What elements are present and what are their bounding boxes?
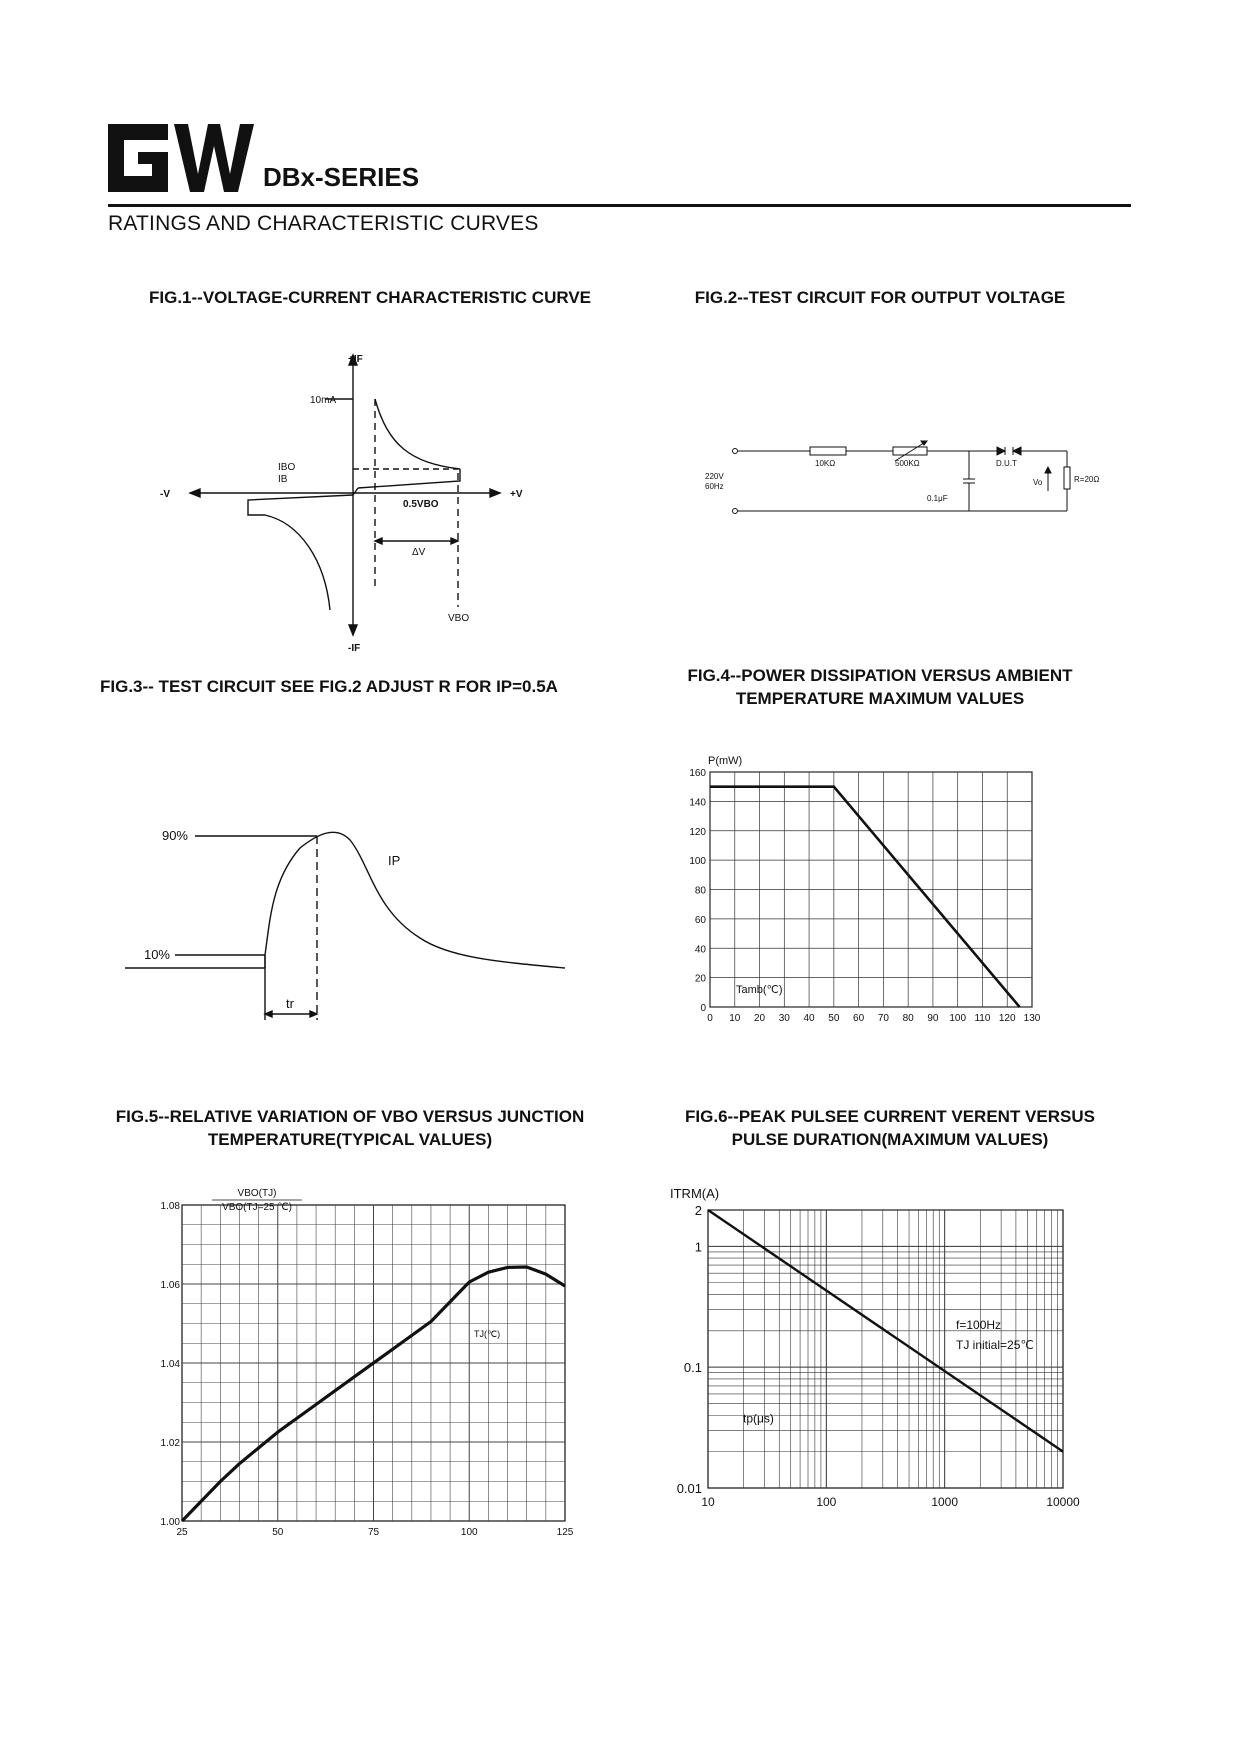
- y-axis-label: P(mW): [708, 755, 743, 767]
- y-tick-label: 0: [700, 1003, 706, 1014]
- x-tick-label: 90: [927, 1013, 939, 1024]
- x-tick-label: 10: [701, 1495, 715, 1509]
- y-tick-label: 60: [694, 914, 706, 926]
- fig3-10pct: 10%: [143, 947, 170, 962]
- fig5-title: [90, 1105, 610, 1151]
- fig1-vi-curve: [160, 345, 550, 655]
- fig5-title-line2: TEMPERATURE(TYPICAL VALUES): [207, 1130, 493, 1149]
- y-tick-label: 1.02: [160, 1438, 180, 1449]
- y-tick-label: 100: [689, 856, 706, 868]
- x-tick-label: 50: [272, 1527, 284, 1538]
- fig6-title-line2: PULSE DURATION(MAXIMUM VALUES): [731, 1130, 1049, 1149]
- y-tick-label: 0.1: [683, 1360, 702, 1376]
- fig2-vo: Vo: [1033, 478, 1043, 487]
- fig1-ib: IB: [278, 474, 288, 485]
- fig4-title: [650, 664, 1110, 710]
- x-tick-label: 30: [778, 1013, 790, 1024]
- x-tick-label: 40: [803, 1013, 815, 1024]
- fig2-cap: 0.1μF: [927, 494, 948, 503]
- fig2-source-220v: 220V: [705, 472, 724, 481]
- fig2-dut: D.U.T: [996, 459, 1017, 468]
- y-tick-label: 1: [694, 1239, 702, 1255]
- header-rule: [108, 204, 1131, 207]
- page-subtitle: RATINGS AND CHARACTERISTIC CURVES: [108, 212, 539, 235]
- y-tick-label: 1.00: [160, 1517, 180, 1528]
- fig3-pulse: [120, 810, 570, 1035]
- y-tick-label: 1.04: [160, 1359, 180, 1370]
- x-tick-label: 70: [877, 1013, 889, 1024]
- x-tick-label: 110: [974, 1013, 991, 1024]
- fig1-ibo: IBO: [278, 462, 296, 473]
- fig5-title-line1: FIG.5--RELATIVE VARIATION OF VBO VERSUS JUNCTION: [115, 1107, 585, 1126]
- fig4-title-line1: FIG.4--POWER DISSIPATION VERSUS AMBIENT: [687, 666, 1073, 685]
- x-tick-label: 10000: [1046, 1495, 1080, 1509]
- y-tick-label: 1.06: [160, 1280, 180, 1291]
- x-tick-label: 125: [556, 1527, 574, 1538]
- y-axis-label: ITRM(A): [670, 1186, 720, 1201]
- y-tick-label: 1.08: [160, 1201, 180, 1212]
- fig1-title: FIG.1--VOLTAGE-CURRENT CHARACTERISTIC CURVE: [149, 288, 591, 307]
- fig2-source-60hz: 60Hz: [705, 482, 724, 491]
- x-tick-label: 100: [816, 1495, 837, 1509]
- fig3-tr: tr: [286, 996, 294, 1011]
- fig1-minus-if: -IF: [348, 643, 361, 654]
- fig5-chart: [160, 1185, 630, 1538]
- fig6-chart: [670, 1180, 1120, 1520]
- x-tick-label: 25: [176, 1527, 188, 1538]
- y-tick-label: 140: [689, 797, 706, 809]
- x-tick-label: 50: [828, 1013, 840, 1024]
- fig1-minus-v: -V: [160, 489, 170, 500]
- y-tick-label: 40: [694, 944, 706, 956]
- fig4-chart: [680, 750, 1100, 1040]
- fig1-vbo: VBO: [448, 613, 470, 624]
- fig4-title-line2: TEMPERATURE MAXIMUM VALUES: [735, 689, 1025, 708]
- x-axis-label: tp(μs): [743, 1411, 774, 1426]
- x-tick-label: 130: [1023, 1013, 1041, 1024]
- fig1-delta-v: ΔV: [412, 547, 426, 558]
- y-tick-label: 20: [694, 973, 706, 985]
- x-tick-label: 20: [753, 1013, 766, 1024]
- y-tick-label: 2: [694, 1203, 702, 1218]
- annotation: f=100Hz: [956, 1318, 1002, 1332]
- series-title: DBx-SERIES: [263, 162, 420, 192]
- y-axis-label-numerator: VBO(TJ): [237, 1188, 277, 1199]
- fig6-title-line1: FIG.6--PEAK PULSEE CURRENT VERENT VERSUS: [685, 1107, 1095, 1126]
- x-axis-label: TJ(℃): [474, 1329, 501, 1339]
- fig3-title: FIG.3-- TEST CIRCUIT SEE FIG.2 ADJUST R FOR IP=0.5A: [100, 677, 558, 696]
- annotation: TJ initial=25℃: [956, 1338, 1034, 1352]
- fig3-90pct: 90%: [161, 828, 188, 843]
- fig6-title: [660, 1105, 1120, 1151]
- x-tick-label: 1000: [931, 1495, 959, 1509]
- y-axis-label-denominator: VBO(TJ=25 ℃): [222, 1202, 292, 1213]
- fig2-title: FIG.2--TEST CIRCUIT FOR OUTPUT VOLTAGE: [694, 288, 1066, 307]
- x-axis-label: Tamb(℃): [736, 984, 783, 996]
- y-tick-label: 160: [689, 768, 706, 779]
- fig2-rl: R=20Ω: [1074, 475, 1100, 484]
- fig2-r1: 10KΩ: [815, 459, 836, 468]
- x-tick-label: 60: [853, 1013, 865, 1024]
- series-line: [710, 787, 1020, 1007]
- x-tick-label: 0: [707, 1013, 713, 1024]
- fig3-ip: IP: [388, 853, 401, 868]
- x-tick-label: 100: [460, 1527, 478, 1538]
- gw-logo: [108, 122, 268, 194]
- y-tick-label: 80: [694, 885, 706, 897]
- fig2-test-circuit: [695, 435, 1135, 525]
- x-tick-label: 80: [902, 1013, 914, 1024]
- x-tick-label: 100: [949, 1013, 967, 1024]
- x-tick-label: 75: [367, 1527, 380, 1538]
- x-tick-label: 10: [729, 1013, 741, 1024]
- x-tick-label: 120: [998, 1013, 1016, 1024]
- fig1-plus-if: +IF: [348, 354, 363, 365]
- fig2-r2: 500KΩ: [895, 459, 920, 468]
- y-tick-label: 120: [689, 826, 706, 838]
- fig1-half-vbo: 0.5VBO: [403, 499, 439, 510]
- fig1-10ma: 10mA: [310, 395, 337, 406]
- y-tick-label: 0.01: [676, 1481, 702, 1496]
- fig1-plus-v: +V: [510, 489, 523, 500]
